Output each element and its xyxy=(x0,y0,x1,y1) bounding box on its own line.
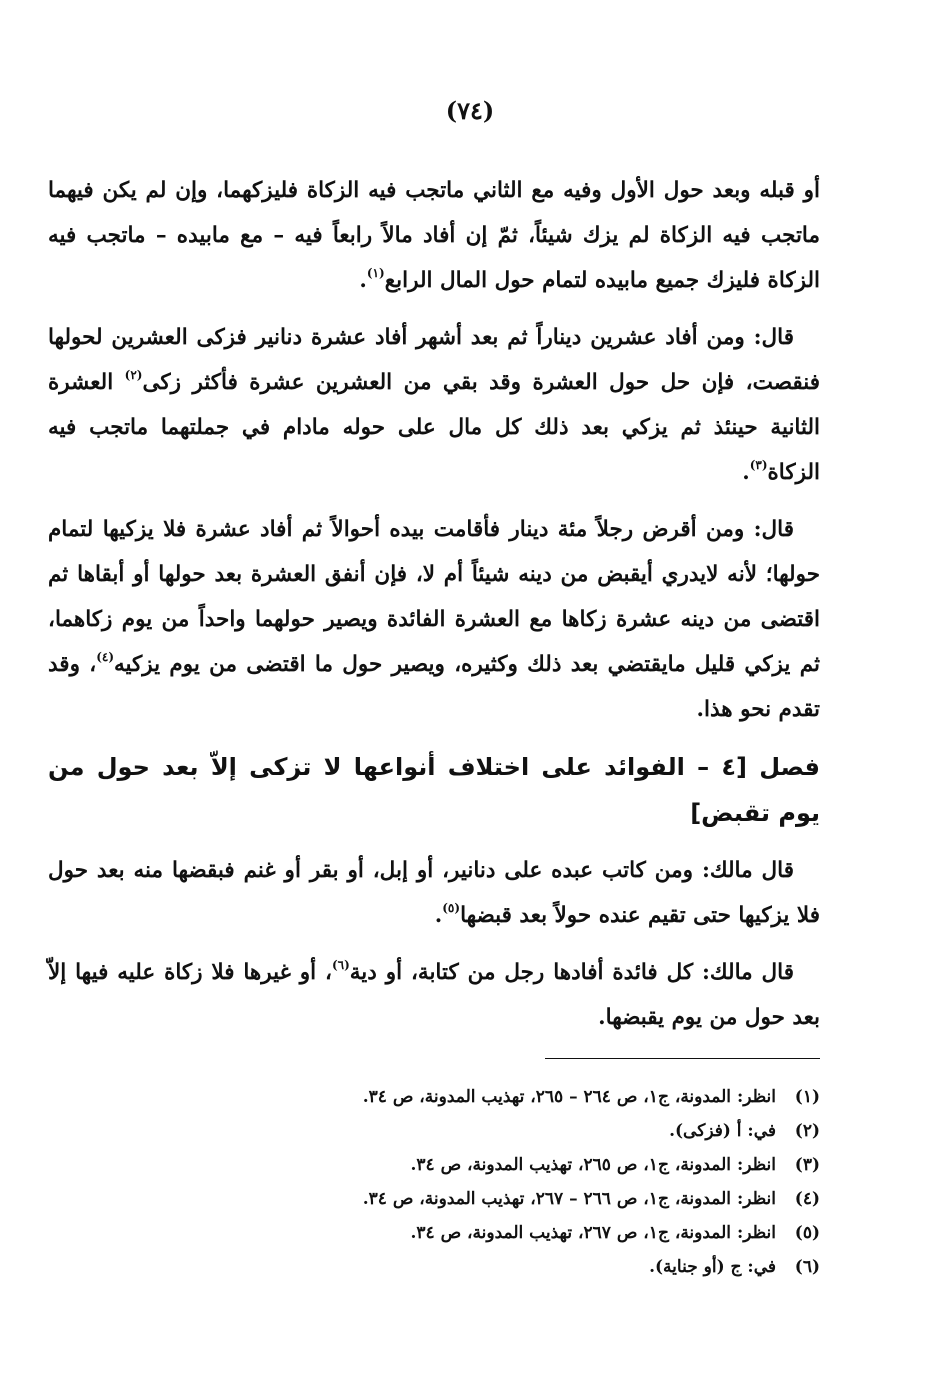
footnote xyxy=(200,1080,820,1114)
paragraph-text: قال: ومن أفاد عشرين ديناراً ثم بعد أشهر أفاد عشرة دنانير فزكى العشرين لحولها فنقصت، فإن حل حول العشرة وقد بقي من العشرين عشرة فأكثر زكى xyxy=(48,325,820,395)
footnote xyxy=(200,1182,820,1216)
paragraph-text-continued: العشرة الثانية حينئذ ثم يزكي بعد ذلك كل مال على حوله مادام في جملتهما ماتجب فيه الزكاة xyxy=(48,370,820,485)
paragraph-text: قال مالك: ومن كاتب عبده على دنانير، أو إبل، أو بقر أو غنم فبقضها منه بعد حول فلا يزكيها حتى تقيم عنده حولاً بعد قبضها xyxy=(48,858,820,928)
page-number: (٧٤) xyxy=(445,96,495,125)
paragraph-1 xyxy=(48,168,820,303)
paragraph-text: قال: ومن أقرض رجلاً مئة دينار فأقامت بيده أحوالاً ثم أفاد عشرة فلا يزكيها لتمام حولها؛ لأنه لايدري أيقبض من دينه شيئاً أم لا، فإن أنفق العشرة بعد حولها أو أبقاها ثم اقتضى من دينه عشرة زكاها مع العشرة الفائدة ويصير حولهما واحداً من يوم زكاهما، ثم يزكي قليل مايقتضي بعد ذلك وكثيره، ويصير حول ما اقتضى من يوم يزكيه xyxy=(48,517,820,677)
footnote-ref: (٦) xyxy=(331,958,350,972)
footnote-number: (٦) xyxy=(794,1257,820,1277)
paragraph-tail: ، أو غيرها فلا زكاة عليه فيها إلاّ بعد حول من يوم يقبضها. xyxy=(48,960,820,1030)
paragraph-text: أو قبله وبعد حول الأول وفيه مع الثاني ماتجب فيه الزكاة فليزكهما، وإن لم يكن فيهما ماتجب فيه الزكاة لم يزك شيئاً، ثمّ إن أفاد مالاً رابعاً فيه – مع مابيده – ماتجب فيه الزكاة فليزك جميع مابيده لتمام حول المال الرابع xyxy=(48,178,820,293)
footnote xyxy=(200,1114,820,1148)
paragraph-5 xyxy=(48,950,820,1040)
footnote-text: انظر: المدونة، ج١، ص ٢٦٦ – ٢٦٧، تهذيب المدونة، ص ٣٤. xyxy=(362,1189,776,1209)
paragraph-tail: . xyxy=(742,460,750,485)
footnote-text: انظر: المدونة، ج١، ص ٢٦٧، تهذيب المدونة، ص ٣٤. xyxy=(410,1223,776,1243)
footnote-text: انظر: المدونة، ج١، ص ٢٦٥، تهذيب المدونة، ص ٣٤. xyxy=(410,1155,776,1175)
footnotes xyxy=(200,1080,820,1284)
footnote-number: (٤) xyxy=(794,1189,820,1209)
footnote-text: في: أ (فزكى). xyxy=(669,1121,776,1141)
footnote-number: (٥) xyxy=(794,1223,820,1243)
footnote-text: في: ج (أو جناية). xyxy=(649,1257,776,1277)
paragraph-3 xyxy=(48,507,820,732)
paragraph-text: قال مالك: كل فائدة أفادها رجل من كتابة، أو دية xyxy=(349,960,794,985)
main-text xyxy=(48,168,820,1052)
paragraph-4 xyxy=(48,848,820,938)
footnote xyxy=(200,1216,820,1250)
footnote-ref: (١) xyxy=(366,266,385,280)
paragraph-2 xyxy=(48,315,820,495)
footnote-number: (١) xyxy=(794,1087,820,1107)
footnote-number: (٣) xyxy=(794,1155,820,1175)
footnote-separator xyxy=(545,1058,820,1059)
paragraph-tail: . xyxy=(434,903,443,928)
paragraph-tail: ، وقد تقدم نحو هذا. xyxy=(48,652,820,722)
paragraph-tail: . xyxy=(359,268,367,293)
footnote-number: (٢) xyxy=(794,1121,820,1141)
footnote-text: انظر: المدونة، ج١، ص ٢٦٤ – ٢٦٥، تهذيب المدونة، ص ٣٤. xyxy=(362,1087,776,1107)
footnote-ref: (٤) xyxy=(96,650,115,664)
footnote-ref: (٥) xyxy=(442,901,461,915)
footnote-ref: (٢) xyxy=(124,368,143,382)
footnote-ref: (٣) xyxy=(749,458,768,472)
footnote xyxy=(200,1148,820,1182)
section-heading: فصل [٤ – الفوائد على اختلاف أنواعها لا تزكى إلاّ بعد حول من يوم تقبض] xyxy=(48,753,821,827)
footnote xyxy=(200,1250,820,1284)
